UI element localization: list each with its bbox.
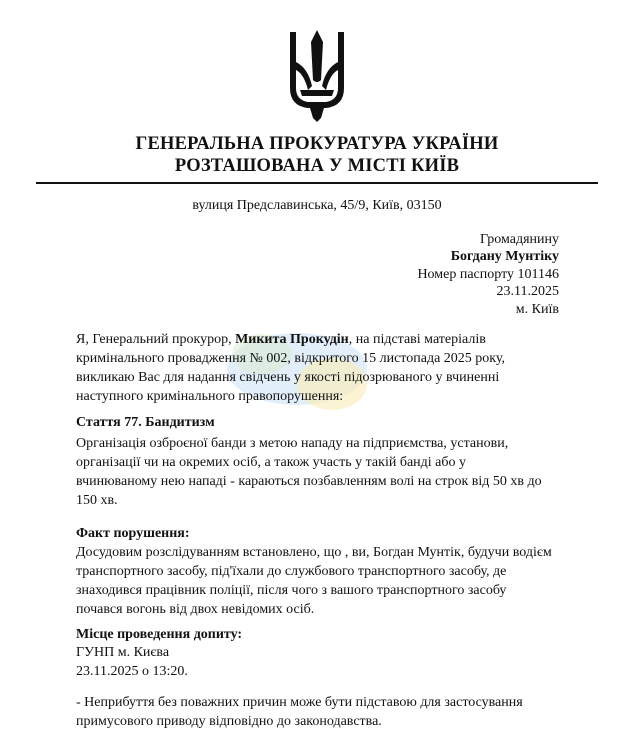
- coat-of-arms-icon: [286, 28, 348, 122]
- place-location: ГУНП м. Києва: [76, 645, 170, 660]
- intro-line-4: наступного кримінального правопорушення:: [76, 389, 344, 404]
- article-line: організації чи на окремих осіб, а також участь у такій банді або у: [76, 455, 467, 470]
- note-line: - Неприбуття без поважних причин може бути підставою для застосування: [76, 695, 523, 710]
- intro-line-2: кримінального провадження № 002, відкритого 15 листопада 2025 року,: [76, 351, 505, 366]
- prosecutor-name: Микита Прокудін: [235, 332, 349, 347]
- recipient-passport: Номер паспорту 101146: [417, 266, 559, 282]
- intro-line1-prefix: Я, Генеральний прокурор,: [76, 332, 236, 347]
- article-line: 150 хв.: [76, 493, 118, 508]
- article-line: Організація озброєної банди з метою нападу на підприємства, установи,: [76, 436, 509, 451]
- header-divider: [36, 182, 598, 184]
- recipient-block: [417, 231, 559, 318]
- document-date: 23.11.2025: [496, 284, 559, 300]
- recipient-title: Громадянину: [480, 232, 559, 247]
- document-city: м. Київ: [515, 301, 559, 317]
- intro-line-3: викликаю Вас для надання свідчень у якості підозрюваного у вчиненні: [76, 370, 500, 385]
- place-text: [76, 643, 566, 681]
- article-heading: Стаття 77. Бандитизм: [76, 415, 215, 430]
- fact-heading: Факт порушення:: [76, 526, 190, 541]
- fact-line: Досудовим розслідуванням встановлено, що , ви, Богдан Мунтік, будучи водієм: [76, 545, 552, 560]
- recipient-name: Богдану Мунтіку: [450, 249, 559, 265]
- intro-paragraph: [76, 330, 566, 406]
- article-text: [76, 434, 566, 510]
- org-address: вулиця Предславинська, 45/9, Київ, 03150: [192, 198, 442, 213]
- place-heading: Місце проведення допиту:: [76, 627, 243, 642]
- place-datetime: 23.11.2025 о 13:20.: [76, 664, 188, 679]
- org-title-line2: РОЗТАШОВАНА У МІСТІ КИЇВ: [174, 156, 460, 176]
- fact-line: знаходився працівник поліції, після чого з вашого транспортного засобу: [76, 583, 507, 598]
- note-line: примусового приводу відповідно до законодавства.: [76, 714, 382, 729]
- fact-line: почався вогонь від двох невідомих осіб.: [76, 602, 315, 617]
- intro-line-1: [76, 330, 566, 349]
- note-text: [76, 693, 566, 731]
- intro-line1-suffix: , на підставі матеріалів: [348, 332, 486, 347]
- fact-line: транспортного засобу, під'їхали до службового транспортного засобу, де: [76, 564, 507, 579]
- article-line: вчинюваному нею нападі - караються позбавленням волі на строк від 50 хв до: [76, 474, 542, 489]
- org-title-line1: ГЕНЕРАЛЬНА ПРОКУРАТУРА УКРАЇНИ: [135, 134, 499, 154]
- fact-text: [76, 543, 566, 619]
